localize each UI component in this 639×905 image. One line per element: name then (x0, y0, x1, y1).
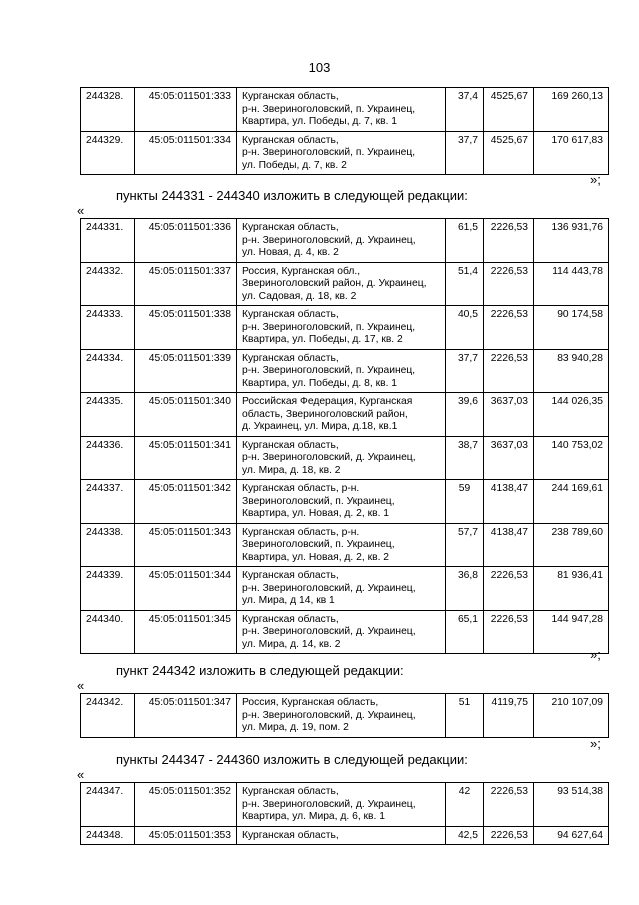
address-cell: Курганская область, р-н. Звериноголовский, д. Украинец, ул. Мира, д. 18, кв. 2 (237, 436, 446, 480)
table-row (81, 567, 609, 611)
cadastral-value-cell: 93 514,38 (534, 783, 609, 827)
specific-value-cell: 2226,53 (484, 567, 534, 611)
area-cell: 37,7 (446, 131, 484, 175)
register-table-2 (80, 218, 609, 654)
cadastral-number-cell: 45:05:011501:342 (135, 480, 237, 524)
specific-value-cell: 2226,53 (484, 610, 534, 654)
address-cell: Российская Федерация, Курганская область, Звериноголовский район, д. Украинец, ул. Мира, д.18, кв.1 (237, 393, 446, 437)
address-cell: Курганская область, р-н. Звериноголовский, п. Украинец, Квартира, ул. Новая, д. 2, кв. 2 (237, 523, 446, 567)
area-cell: 36,8 (446, 567, 484, 611)
cadastral-value-cell: 144 026,35 (534, 393, 609, 437)
specific-value-cell: 2226,53 (484, 219, 534, 263)
address-cell: Курганская область, р-н. Звериноголовский, п. Украинец, Квартира, ул. Победы, д. 17, кв. 2 (237, 306, 446, 350)
register-table-3 (80, 693, 609, 738)
area-cell: 59 (446, 480, 484, 524)
cadastral-number-cell: 45:05:011501:341 (135, 436, 237, 480)
opening-quote-2: « (77, 678, 85, 693)
row-number-cell: 244332. (81, 262, 135, 306)
specific-value-cell: 2226,53 (484, 783, 534, 827)
cadastral-value-cell: 136 931,76 (534, 219, 609, 263)
area-cell: 39,6 (446, 393, 484, 437)
table-row (81, 694, 609, 738)
area-cell: 42 (446, 783, 484, 827)
cadastral-number-cell: 45:05:011501:353 (135, 826, 237, 845)
cadastral-value-cell: 90 174,58 (534, 306, 609, 350)
area-cell: 57,7 (446, 523, 484, 567)
address-cell: Курганская область, р-н. Звериноголовский, п. Украинец, ул. Победы, д. 7, кв. 2 (237, 131, 446, 175)
specific-value-cell: 4138,47 (484, 480, 534, 524)
amendment-paragraph-2: пункт 244342 изложить в следующей редакции: (116, 663, 404, 678)
row-number-cell: 244333. (81, 306, 135, 350)
table-row (81, 131, 609, 175)
amendment-paragraph-1: пункты 244331 - 244340 изложить в следующей редакции: (116, 188, 468, 203)
specific-value-cell: 3637,03 (484, 436, 534, 480)
table-row (81, 610, 609, 654)
address-cell: Россия, Курганская обл., Звериноголовский район, д. Украинец, ул. Садовая, д. 18, кв. 2 (237, 262, 446, 306)
table-row (81, 88, 609, 132)
cadastral-number-cell: 45:05:011501:337 (135, 262, 237, 306)
cadastral-number-cell: 45:05:011501:340 (135, 393, 237, 437)
cadastral-number-cell: 45:05:011501:345 (135, 610, 237, 654)
area-cell: 65,1 (446, 610, 484, 654)
specific-value-cell: 4138,47 (484, 523, 534, 567)
cadastral-value-cell: 170 617,83 (534, 131, 609, 175)
cadastral-number-cell: 45:05:011501:333 (135, 88, 237, 132)
table-row (81, 219, 609, 263)
address-cell: Курганская область, р-н. Звериноголовский, д. Украинец, ул. Мира, д. 14, кв. 2 (237, 610, 446, 654)
cadastral-number-cell: 45:05:011501:338 (135, 306, 237, 350)
row-number-cell: 244342. (81, 694, 135, 738)
table-row (81, 480, 609, 524)
cadastral-number-cell: 45:05:011501:343 (135, 523, 237, 567)
row-number-cell: 244340. (81, 610, 135, 654)
cadastral-value-cell: 83 940,28 (534, 349, 609, 393)
closing-quote-1: »; (590, 172, 601, 187)
row-number-cell: 244337. (81, 480, 135, 524)
address-cell: Курганская область, р-н. Звериноголовский, д. Украинец, Квартира, ул. Мира, д. 6, кв. 1 (237, 783, 446, 827)
opening-quote-1: « (77, 203, 85, 218)
area-cell: 42,5 (446, 826, 484, 845)
specific-value-cell: 3637,03 (484, 393, 534, 437)
row-number-cell: 244347. (81, 783, 135, 827)
address-cell: Курганская область, р-н. Звериноголовский, д. Украинец, ул. Новая, д. 4, кв. 2 (237, 219, 446, 263)
table-row (81, 393, 609, 437)
cadastral-number-cell: 45:05:011501:339 (135, 349, 237, 393)
closing-quote-2: »; (590, 647, 601, 662)
cadastral-value-cell: 94 627,64 (534, 826, 609, 845)
cadastral-number-cell: 45:05:011501:352 (135, 783, 237, 827)
area-cell: 37,7 (446, 349, 484, 393)
table-row (81, 523, 609, 567)
register-table-1 (80, 87, 609, 175)
table-row (81, 262, 609, 306)
row-number-cell: 244331. (81, 219, 135, 263)
address-cell: Курганская область, р-н. Звериноголовский, п. Украинец, Квартира, ул. Победы, д. 7, кв. 1 (237, 88, 446, 132)
row-number-cell: 244338. (81, 523, 135, 567)
specific-value-cell: 2226,53 (484, 349, 534, 393)
table-row (81, 436, 609, 480)
area-cell: 38,7 (446, 436, 484, 480)
address-cell: Курганская область, (237, 826, 446, 845)
amendment-paragraph-3: пункты 244347 - 244360 изложить в следующей редакции: (116, 752, 468, 767)
row-number-cell: 244336. (81, 436, 135, 480)
address-cell: Курганская область, р-н. Звериноголовский, п. Украинец, Квартира, ул. Победы, д. 8, кв. 1 (237, 349, 446, 393)
specific-value-cell: 4525,67 (484, 88, 534, 132)
table-row (81, 826, 609, 845)
cadastral-number-cell: 45:05:011501:334 (135, 131, 237, 175)
cadastral-number-cell: 45:05:011501:344 (135, 567, 237, 611)
specific-value-cell: 2226,53 (484, 826, 534, 845)
cadastral-value-cell: 81 936,41 (534, 567, 609, 611)
closing-quote-3: »; (590, 736, 601, 751)
row-number-cell: 244339. (81, 567, 135, 611)
table-row (81, 349, 609, 393)
area-cell: 51 (446, 694, 484, 738)
row-number-cell: 244328. (81, 88, 135, 132)
page-number: 103 (308, 60, 331, 75)
specific-value-cell: 4525,67 (484, 131, 534, 175)
table-row (81, 306, 609, 350)
row-number-cell: 244348. (81, 826, 135, 845)
area-cell: 37,4 (446, 88, 484, 132)
cadastral-number-cell: 45:05:011501:336 (135, 219, 237, 263)
address-cell: Курганская область, р-н. Звериноголовский, п. Украинец, Квартира, ул. Новая, д. 2, кв. 1 (237, 480, 446, 524)
specific-value-cell: 2226,53 (484, 262, 534, 306)
specific-value-cell: 4119,75 (484, 694, 534, 738)
cadastral-value-cell: 210 107,09 (534, 694, 609, 738)
area-cell: 40,5 (446, 306, 484, 350)
cadastral-value-cell: 169 260,13 (534, 88, 609, 132)
area-cell: 51,4 (446, 262, 484, 306)
address-cell: Россия, Курганская область, р-н. Звериноголовский, д. Украинец, ул. Мира, д. 19, пом. 2 (237, 694, 446, 738)
opening-quote-3: « (77, 767, 85, 782)
cadastral-value-cell: 244 169,61 (534, 480, 609, 524)
cadastral-number-cell: 45:05:011501:347 (135, 694, 237, 738)
row-number-cell: 244334. (81, 349, 135, 393)
area-cell: 61,5 (446, 219, 484, 263)
cadastral-value-cell: 140 753,02 (534, 436, 609, 480)
cadastral-value-cell: 114 443,78 (534, 262, 609, 306)
table-row (81, 783, 609, 827)
address-cell: Курганская область, р-н. Звериноголовский, д. Украинец, ул. Мира, д 14, кв 1 (237, 567, 446, 611)
row-number-cell: 244329. (81, 131, 135, 175)
specific-value-cell: 2226,53 (484, 306, 534, 350)
cadastral-value-cell: 144 947,28 (534, 610, 609, 654)
cadastral-value-cell: 238 789,60 (534, 523, 609, 567)
row-number-cell: 244335. (81, 393, 135, 437)
register-table-4 (80, 782, 609, 845)
